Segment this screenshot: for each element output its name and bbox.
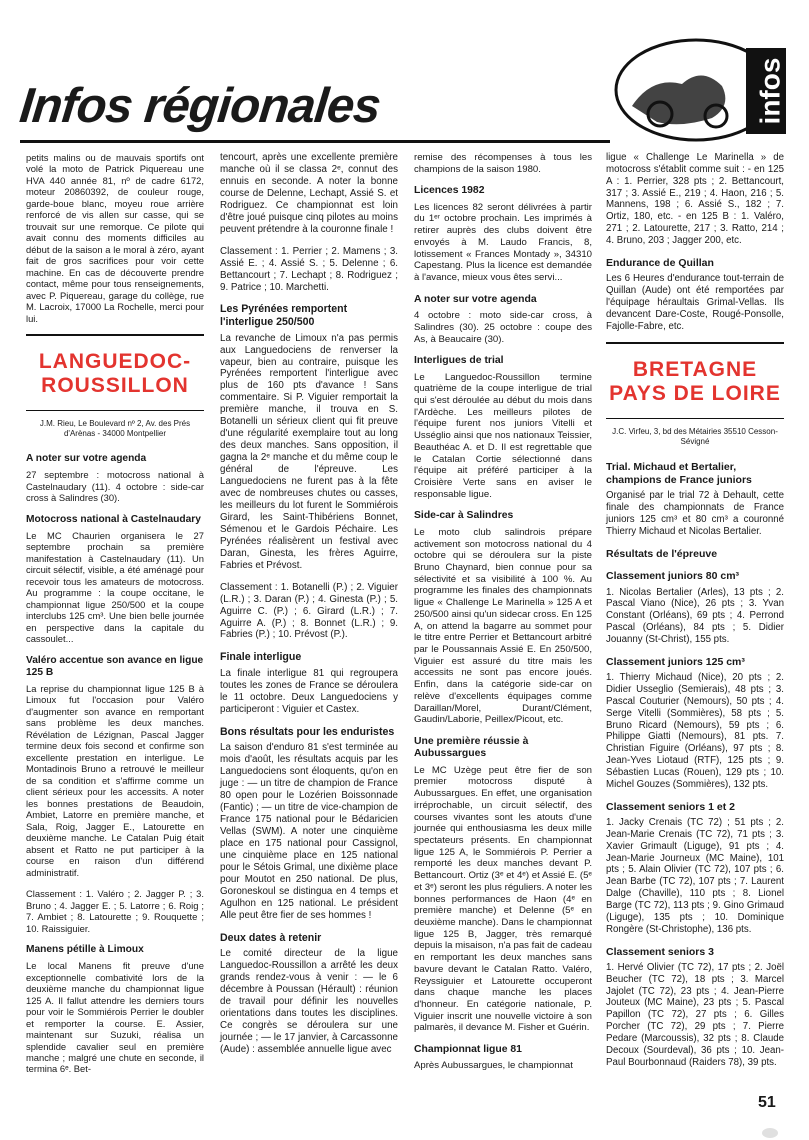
article-text: 1. Nicolas Bertalier (Arles), 13 pts ; 2. Pascal Viano (Nice), 26 pts ; 3. Yvan Constant (Orléans), 69 pts ; 4. Perrond Pascal (Orléans), 84 pts ; 5. Didier Jouanny (St-Christ), 155 pts.	[606, 586, 784, 645]
article-text: La finale interligue 81 qui regroupera toutes les zones de France se déroulera le 11 octobre. Deux Languedociens y participeront : Viguier et Castex.	[220, 668, 398, 715]
article-text: Le MC Chaurien organisera le 27 septembre prochain sa première manifestation à Castelnaudary (11). Un circuit sélectif, visible, a été aménagé pour recevoir tous les amateurs de motocross. Au programme : la coupe occitane, le championnat ligue 250/500 et la coupe interclubs 125 cm³. Une bien belle journée en perspective dans la capitale du cassoulet...	[26, 529, 204, 645]
title-rule	[20, 140, 610, 143]
region-name: BRETAGNE	[632, 358, 758, 382]
article-text: Après Aubussargues, le championnat	[414, 1060, 573, 1072]
article-text: 1. Hervé Olivier (TC 72), 17 pts ; 2. Joël Beucher (TC 72), 18 pts ; 3. Marcel Jajolet (TC 72), 23 pts ; 4. Jean-Pierre Jouteux (MC Maine), 23 pts ; 5. Pascal Papillon (TC 72), 27 pts ; 6. Gilles Porcher (TC 72), 29 pts ; 7. Pierre Pedare (Marcoussis), 32 pts ; 8. Claude Decoux (Sourdeval), 36 pts ; 10. Jean-Paul Bourbonnaud (Raiders 78), 39 pts.	[606, 961, 784, 1068]
article-text: La saison d'enduro 81 s'est terminée au mois d'août, les résultats acquis par les Languedociens sont éloquents, qu'on en juge : — un titre de champion de France 80 open pour le Lozérien Boissonnade (Fantic) ; — un titre de vice-champion de France 175 national pour le Bédaricien Vellas (SWM). A noter une cinquième place en 175 national pour Cassignol, une cinquième place en 125 national pour le Sétois Grimal, une dixième place pour Moutot en 250 national. De plus, Goroneskoul se distingua en 4 temps et Agulhon en 125 national. Le président Alle peut être fier de ses hommes !	[220, 742, 398, 921]
article-text: tencourt, après une excellente première manche où il se classa 2ᵉ, connut des ennuis en seconde. A noter la bonne course de Delenne, Lechapt, Assié S. et Rodriguez. Ce championnat est loin d'être joué puisque cinq pilotes au moins peuvent prétendre à la couronne finale !	[220, 152, 398, 235]
article-heading: Licences 1982	[414, 185, 485, 197]
article-heading: Bons résultats pour les enduristes	[220, 725, 395, 738]
article-heading: A noter sur votre agenda	[414, 293, 537, 305]
region-header-languedoc	[26, 334, 204, 411]
region-address: J.C. Virfeu, 3, bd des Métairies 35510 Cesson-Sévigné	[612, 427, 778, 447]
column-1	[26, 152, 204, 1085]
article-text: 27 septembre : motocross national à Castelnaudary (11). 4 octobre : side-car cross à Salindres (30).	[26, 469, 204, 504]
article-text: 1. Thierry Michaud (Nice), 20 pts ; 2. Didier Usseglio (Semierais), 48 pts ; 3. Pascal Couturier (Nemours), 50 pts ; 4. Serge Vitelli (Sommières), 58 pts ; 5. Bruno Ricard (Nemours), 59 pts ; 6. Philippe Giatti (Nemours), 81 pts. 7. Christian Figuire (Orléans), 97 pts ; 8. Jean-Yves Liotaud (RTF), 125 pts ; 9. Sébastien Lucas (Rouen), 129 pts ; 10. Michel Gouzes (Sommières), 132 pts.	[606, 672, 784, 790]
article-heading: Classement seniors 3	[606, 945, 714, 958]
article-text: Le comité directeur de la ligue Languedoc-Roussillon a arrêté les deux grands rendez-vous à venir : — le 6 décembre à Poussan (Hérault) : réunion de travail pour définir les nouvelles orientations dans toutes les disciplines. Ce congrès se déroulera sur une journée ; — le 17 janvier, à Carcassonne (Aude) : assemblée annuelle ligue avec	[220, 948, 398, 1055]
region-address: J.M. Rieu, Le Boulevard nº 2, Av. des Prés d'Arènas - 34000 Montpellier	[39, 419, 191, 439]
article-text: Classement : 1. Botanelli (P.) ; 2. Viguier (L.R.) ; 3. Daran (P.) ; 4. Ginesta (P.) ; 5. Aguirre C. (P.) ; 6. Girard (L.R.) ; 7. Aguirre A. (P.) ; 8. Bonnet (L.R.) ; 9. Fabries (P.) ; 10. Prévost (P.).	[220, 581, 398, 641]
article-text: Organisé par le trial 72 à Dehault, cette finale des championnats de France juniors 125 cm³ et 80 cm³ a couronné Thierry Michaud et Nicolas Bertalier.	[606, 490, 784, 537]
article-text: La reprise du championnat ligue 125 B à Limoux fut l'occasion pour Valéro d'augmenter son avance en remportant sans problème les deux manches. Révélation de Lézignan, Pascal Jagger termine deux fois second et confirme son excellente prestation en interligue. Le Montadinois Bruno a retrouvé le meilleur de sa condition et s'affirme comme un client sérieux pour les accessits. A noter les bonnes prestations de Beaudoin, Ambiet, Latorre en première manche, et Sala, Roig, Jagger E., Latourette en deuxième manche. Le Catalan Puig était absent et Ratto ne put participer à la course en raison d'un différend administratif.	[26, 682, 204, 878]
article-heading: Endurance de Quillan	[606, 256, 714, 269]
article-heading: Motocross national à Castelnaudary	[26, 513, 201, 525]
article-text: La revanche de Limoux n'a pas permis aux Languedociens de renverser la vapeur, bien au contraire, puisque les Pyrénées remportent l'interligue avec plus de 160 pts d'avance ! Sans commentaire. Si P. Viguier remportait la première manche, il trouva en S. Botanelli un sérieux client qui fit preuve d'une régularité exemplaire tout au long des deux manches. Sans opposition, il gagna la 2ᵉ manche et du même coup le général de l'épreuve. Les Languedociens ne furent pas à la fête avec de nombreuses chutes ou casses, les meilleurs du lot furent le Sommiérois Girard, les Saint-Thibériens Bonnet, Sémenou et le Gardois Péchaire. Les Pyrénées réalisèrent un festival avec Daran, Ginesta, les frères Aguirre, Fabries et Prévost.	[220, 332, 398, 571]
region-header-bretagne	[606, 342, 784, 419]
article-heading: Valéro accentue son avance en ligue 125 B	[26, 654, 204, 678]
region-name: LANGUEDOC-	[38, 350, 192, 374]
article-text: 1. Jacky Crenais (TC 72) ; 51 pts ; 2. Jean-Marie Crenais (TC 72), 71 pts ; 3. Xavier Grimault (Liguge), 91 pts ; 4. Jean-Marie Journeux (MC Maine), 101 pts ; 5. Alain Olivier (TC 72), 107 pts ; 6. Jean Barbe (TC 72), 107 pts ; 7. Laurent Dalge (Chaville), 110 pts ; 8. Lionel Barge (TC 72), 113 pts ; 9. Gino Grimaud (Liguge), 135 pts ; 10. Dominique Rongère (St-Christophe), 136 pts.	[606, 817, 784, 935]
article-heading: A noter sur votre agenda	[26, 453, 147, 465]
article-text: Classement : 1. Valéro ; 2. Jagger P. ; 3. Bruno ; 4. Jagger E. ; 5. Latorre ; 6. Roig ; 7. Ambiet ; 8. Latourette ; 9. Rouquette ; 10. Raissiguier.	[26, 888, 204, 934]
column-2	[220, 152, 398, 1066]
column-4	[606, 152, 784, 1079]
article-heading: Interligues de trial	[414, 355, 504, 367]
region-name: PAYS DE LOIRE	[609, 382, 781, 406]
article-heading: Classement seniors 1 et 2	[606, 800, 735, 813]
page-number: 51	[758, 1094, 776, 1111]
logo-text: infos	[754, 57, 786, 125]
article-heading: Trial. Michaud et Bertalier, champions de France juniors	[606, 461, 752, 486]
article-heading: Side-car à Salindres	[414, 510, 514, 522]
article-heading: Deux dates à retenir	[220, 931, 322, 944]
page-title: Infos régionales	[17, 79, 383, 133]
article-text: 4 octobre : moto side-car cross, à Salindres (30). 25 octobre : coupe des As, à Beaucaire (30).	[414, 310, 592, 345]
article-heading: Manens pétille à Limoux	[26, 944, 144, 956]
article-heading: Classement juniors 80 cm³	[606, 570, 740, 583]
article-text: Le local Manens fit preuve d'une exceptionnelle combativité lors de la deuxième manche du championnat ligue 125 A. Il fallut attendre les derniers tours pour voir le Sommiérois Perrier le doubler et remporter la course. E. Assier, maintenant sur Suzuki, réalisa un splendide cavalier seul en première manche ; malgré une chute en seconde, il termina 6ᵉ. Bet-	[26, 960, 204, 1075]
article-heading: Une première réussie à Aubussargues	[414, 736, 529, 760]
article-heading: Les Pyrénées remportent l'interligue 250/500	[220, 303, 348, 329]
article-text: Le MC Uzège peut être fier de son premier motocross disputé à Aubussargues. En effet, une organisation irréprochable, un circuit sélectif, des courses vivantes sont les atouts d'une journée qui enthousiasma les deux mille spectateurs présents. En championnat ligue 125 A, le Sommiérois P. Perrier a remporté les deux manches devant P. Bettancourt. Ortiz (3ᵉ et 4ᵉ) et Assié E. (5ᵉ et 3ᵉ) seront les plus réguliers. A noter les bonnes performances de Haon (4ᵉ en première manche) et Delenne (5ᵉ en deuxième manche). Dans le championnat ligue 125 B, Jagger, très remarqué depuis la misaison, n'a pas fait de cadeau en remportant les deux manches sans bavure devant le Catalan Ratto. Valéro, Reyssiguier et Latourette occuperont dans chaque manche les places d'honneur. En catégorie nationale, P. Viguier inscrit une nouvelle victoire à son palmarès, il devance M. Fisher et Guérin.	[414, 764, 592, 1034]
article-text: ligue « Challenge Le Marinella » de motocross s'établit comme suit : - en 125 A : 1. Perrier, 328 pts ; 2. Bettancourt, 317 ; 3. Assié E., 219 ; 4. Haon, 216 ; 5. Mannens, 198 ; 6. Assié S., 182 ; 7. Ortiz, 180, etc. - en 125 B : 1. Valéro, 271 ; 2. Latourette, 217 ; 3. Ratto, 214 ; 4. Bruno, 203 ; Jagger 200, etc.	[606, 152, 784, 246]
article-heading: Résultats de l'épreuve	[606, 547, 718, 560]
article-heading: Classement juniors 125 cm³	[606, 655, 745, 668]
article-text: petits malins ou de mauvais sportifs ont volé la moto de Patrick Piquereau une HVA 440 année 81, nº de cadre 6172, moteur 20860392, de couleur rouge, garde-boue blanc, moyeu roue arrière renforcé de vis allen sur casse, qui se trouvait sur une remorque. Ce pilote qui avait connu des moments difficiles au début de la saison a le moral à zéro, ayant fait de gros sacrifices pour voir cette machine. En cas de découverte prendre contact, même pour tous renseignements, avec P. Piquereau, garage du collège, rue M. Lacroix, 17000 La Rochelle, merci pour lui.	[26, 152, 204, 324]
article-heading: Finale interligue	[220, 651, 302, 664]
infos-logo	[612, 36, 790, 144]
region-name: ROUSSILLON	[41, 374, 189, 398]
column-3	[414, 152, 592, 1082]
article-text: Les 6 Heures d'endurance tout-terrain de Quillan (Aude) ont été remportées par l'équipage héraultais Grimal-Vellas. Ils devancent Dare-Coste, Rougé-Ponsolle, Fajolle-Fabre, etc.	[606, 273, 784, 332]
article-text: Le Languedoc-Roussillon termine quatrième de la coupe interligue de trial qui s'est déroulée au début du mois dans l'Ardèche. Les meilleurs pilotes de l'équipe furent nos juniors Vitelli et Usséglio ainsi que nos nationaux Teissier, Beauthéac A. et D. Il est regrettable que le Catalan Cortie sélectionné dans l'équipe ait préféré participer à la Croisière Verte sans en aviser le responsable ligue.	[414, 371, 592, 500]
article-text: Le moto club salindrois prépare activement son motocross national du 4 octobre qui se déroulera sur la piste Bruno Chaynard, bien connue pour sa sélectivité et sa visibilité à 100 %. Au programme les finales des championnats ligue « Challenge Le Marinella » 125 A et 250/500 ainsi qu'un sidecar cross. En 125 A, on attend la bagarre au sommet pour le titre entre Perrier et Bettancourt arbitré par le Poussannais Assié E. En 250/500, Viguier est assuré du titre mais les accessits ne sont pas encore joués. Enfin, dans la catégorie side-car on relève d'excellents équipages comme Daraillan/Morel, Durant/Clément, Gaudin/Laborie, Peillex/Picout, etc.	[414, 526, 592, 726]
article-heading: Championnat ligue 81	[414, 1044, 522, 1056]
article-text: Classement : 1. Perrier ; 2. Mamens ; 3. Assié E. ; 4. Assié S. ; 5. Delenne ; 6. Bettancourt ; 7. Lechapt ; 8. Rodriguez ; 9. Patrice ; 10. Marchetti.	[220, 245, 398, 293]
page-curl	[762, 1128, 778, 1138]
article-text: Les licences 82 seront délivrées à partir du 1ᵉʳ octobre prochain. Les imprimés à retirer auprès des clubs doivent être envoyés à M. Laudo Francis, 8, lotissement « Frances Montady », 34310 Capestang. Plus la licence est demandée à l'avance, mieux vous êtes servi...	[414, 201, 592, 284]
article-text: remise des récompenses à tous les champions de la saison 1980.	[414, 152, 592, 175]
